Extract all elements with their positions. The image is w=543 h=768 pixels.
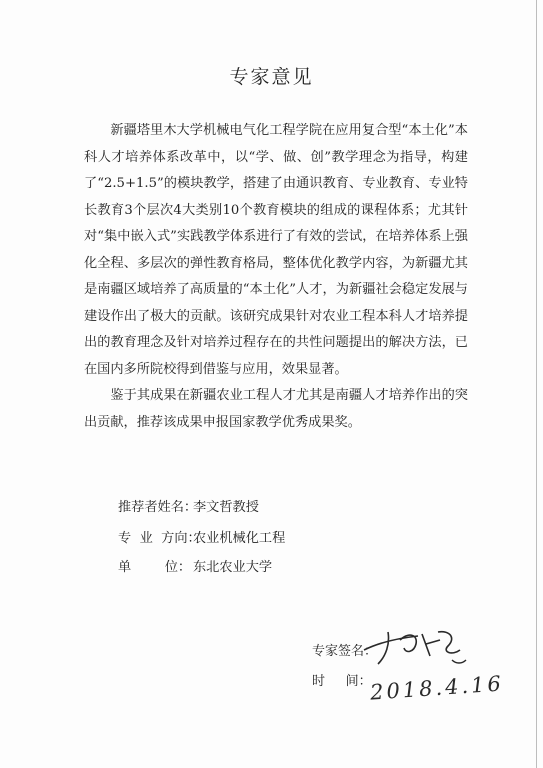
page-title: 专家意见	[229, 66, 314, 88]
opinion-paragraph-1: 新疆塔里木大学机械电气化工程学院在应用复合型“本土化”本科人才培养体系改革中，以“学、做、创”教学理念为指导，构建了“2.5+1.5”的模块教学，搭建了由通识教育、专业教育、专业特长教育3个层次4大类别10个教育模块的组成的课程体系；尤其针对“集中嵌入式”实践教学体系进行了有效的尝试，在培养体系上强化全程、多层次的弹性教育格局，整体优化教学内容，为新疆尤其是南疆区域培养了高质量的“本土化”人才，为新疆社会稳定发展与建设作出了极大的贡献。该研究成果针对农业工程本科人才培养提出的教育理念及针对培养过程存在的共性问题提出的解决方法，已在国内多所院校得到借鉴与应用，效果显著。	[84, 123, 468, 377]
recommender-unit-label: 单 位：	[118, 560, 192, 575]
recommender-name-row	[118, 496, 259, 515]
handwritten-signature	[360, 620, 470, 670]
recommender-major-value: 农业机械化工程	[193, 531, 286, 546]
recommender-name-label: 推荐者姓名：	[118, 500, 198, 515]
recommender-name-value: 李文哲教授	[193, 500, 259, 515]
recommender-major-label: 专 业 方向：	[118, 531, 201, 546]
handwritten-date: 2018.4.16	[369, 671, 505, 705]
recommender-major-row	[118, 527, 285, 546]
opinion-paragraph-2: 鉴于其成果在新疆农业工程人才尤其是南疆人才培养作出的突出贡献，推荐该成果申报国家教学优秀成果奖。	[84, 388, 468, 430]
date-label: 时 间：	[312, 674, 372, 689]
opinion-body	[84, 118, 468, 436]
scan-edge-line	[536, 0, 537, 768]
signature-label: 专家签名：	[312, 644, 378, 659]
recommender-unit-value: 东北农业大学	[193, 560, 273, 575]
recommender-unit-row	[118, 556, 272, 575]
